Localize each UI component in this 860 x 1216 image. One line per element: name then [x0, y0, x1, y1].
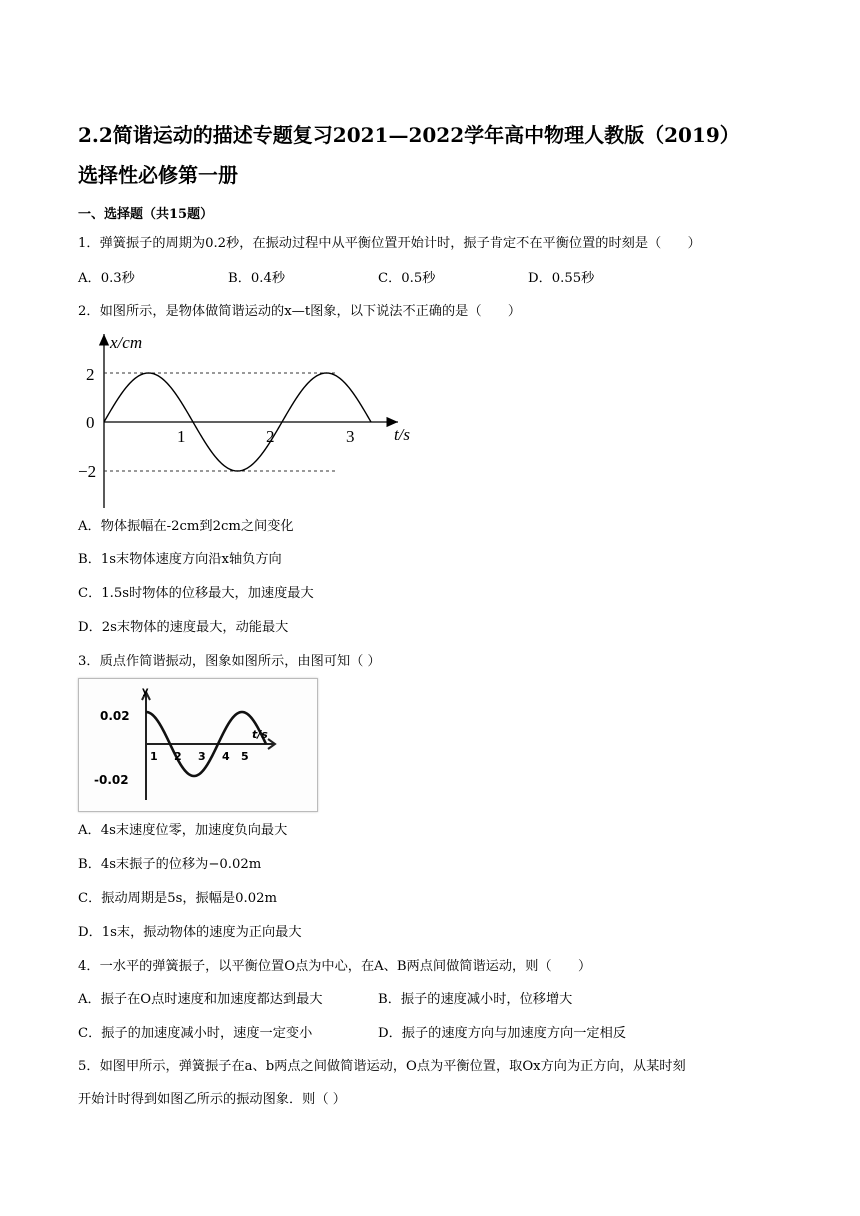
q4-stem: 4．一水平的弹簧振子，以平衡位置O点为中心，在A、B两点间做简谐运动，则（ ） — [78, 959, 592, 974]
q2-ytick-0: 0 — [86, 413, 95, 432]
q4-option-d: D．振子的速度方向与加速度方向一定相反 — [378, 1026, 626, 1041]
q5-stem-line-1: 5．如图甲所示，弹簧振子在a、b两点之间做简谐运动，O点为平衡位置，取Ox方向为正方向，从某时刻 — [78, 1059, 686, 1074]
q3-option-b: B．4s末振子的位移为−0.02m — [78, 857, 262, 872]
q3-xtick-3: 3 — [198, 750, 206, 763]
q3-option-d: D．1s末，振动物体的速度为正向最大 — [78, 925, 302, 940]
q2-option-b: B．1s末物体速度方向沿x轴负方向 — [78, 552, 282, 567]
q1-option-d: D．0.55秒 — [528, 271, 595, 286]
q1-stem: 1．弹簧振子的周期为0.2秒，在振动过程中从平衡位置开始计时，振子肯定不在平衡位置的时刻是（ ） — [78, 236, 701, 251]
q2-ylabel: x/cm — [110, 333, 143, 352]
q3-ytick-bottom: -0.02 — [94, 773, 129, 787]
q2-xt-graph — [78, 328, 408, 510]
q2-xtick-2: 2 — [266, 427, 275, 446]
q3-graph — [78, 678, 316, 810]
q3-xtick-2: 2 — [174, 750, 182, 763]
q3-xlabel: t/s — [252, 728, 268, 741]
q4-option-b: B．振子的速度减小时，位移增大 — [378, 992, 573, 1007]
q2-option-a: A．物体振幅在-2cm到2cm之间变化 — [78, 519, 294, 534]
q3-xtick-1: 1 — [150, 750, 158, 763]
q3-ylabel: y — [142, 686, 149, 697]
q4-option-c: C．振子的加速度减小时，速度一定变小 — [78, 1026, 313, 1041]
q3-xtick-5: 5 — [241, 750, 249, 763]
title-line-1: 2.2简谐运动的描述专题复习2021—2022学年高中物理人教版（2019） — [78, 123, 740, 147]
q1-option-b: B．0.4秒 — [228, 271, 286, 286]
q3-option-c: C．振动周期是5s，振幅是0.02m — [78, 891, 277, 906]
q2-xlabel: t/s — [393, 425, 410, 444]
q2-ytick-2: 2 — [86, 365, 95, 384]
section-heading: 一、选择题（共15题） — [78, 207, 214, 222]
q2-ytick-neg2: −2 — [78, 462, 97, 481]
q5-stem-line-2: 开始计时得到如图乙所示的振动图象．则（ ） — [78, 1092, 346, 1107]
q2-option-d: D．2s末物体的速度最大，动能最大 — [78, 620, 289, 635]
title-line-2: 选择性必修第一册 — [78, 163, 238, 187]
q3-option-a: A．4s末速度位零，加速度负向最大 — [78, 823, 288, 838]
q1-option-c: C．0.5秒 — [378, 271, 436, 286]
q2-xtick-1: 1 — [177, 427, 186, 446]
q3-ytick-top: 0.02 — [100, 709, 130, 723]
q2-stem: 2．如图所示，是物体做简谐运动的x—t图象，以下说法不正确的是（ ） — [78, 304, 522, 319]
q3-xtick-4: 4 — [222, 750, 230, 763]
document-title — [78, 115, 798, 195]
q2-option-c: C．1.5s时物体的位移最大，加速度最大 — [78, 586, 314, 601]
q4-option-a: A．振子在O点时速度和加速度都达到最大 — [78, 992, 323, 1007]
q1-option-a: A．0.3秒 — [78, 271, 135, 286]
q3-stem: 3．质点作简谐振动，图象如图所示，由图可知（ ） — [78, 654, 381, 669]
q2-xtick-3: 3 — [346, 427, 355, 446]
